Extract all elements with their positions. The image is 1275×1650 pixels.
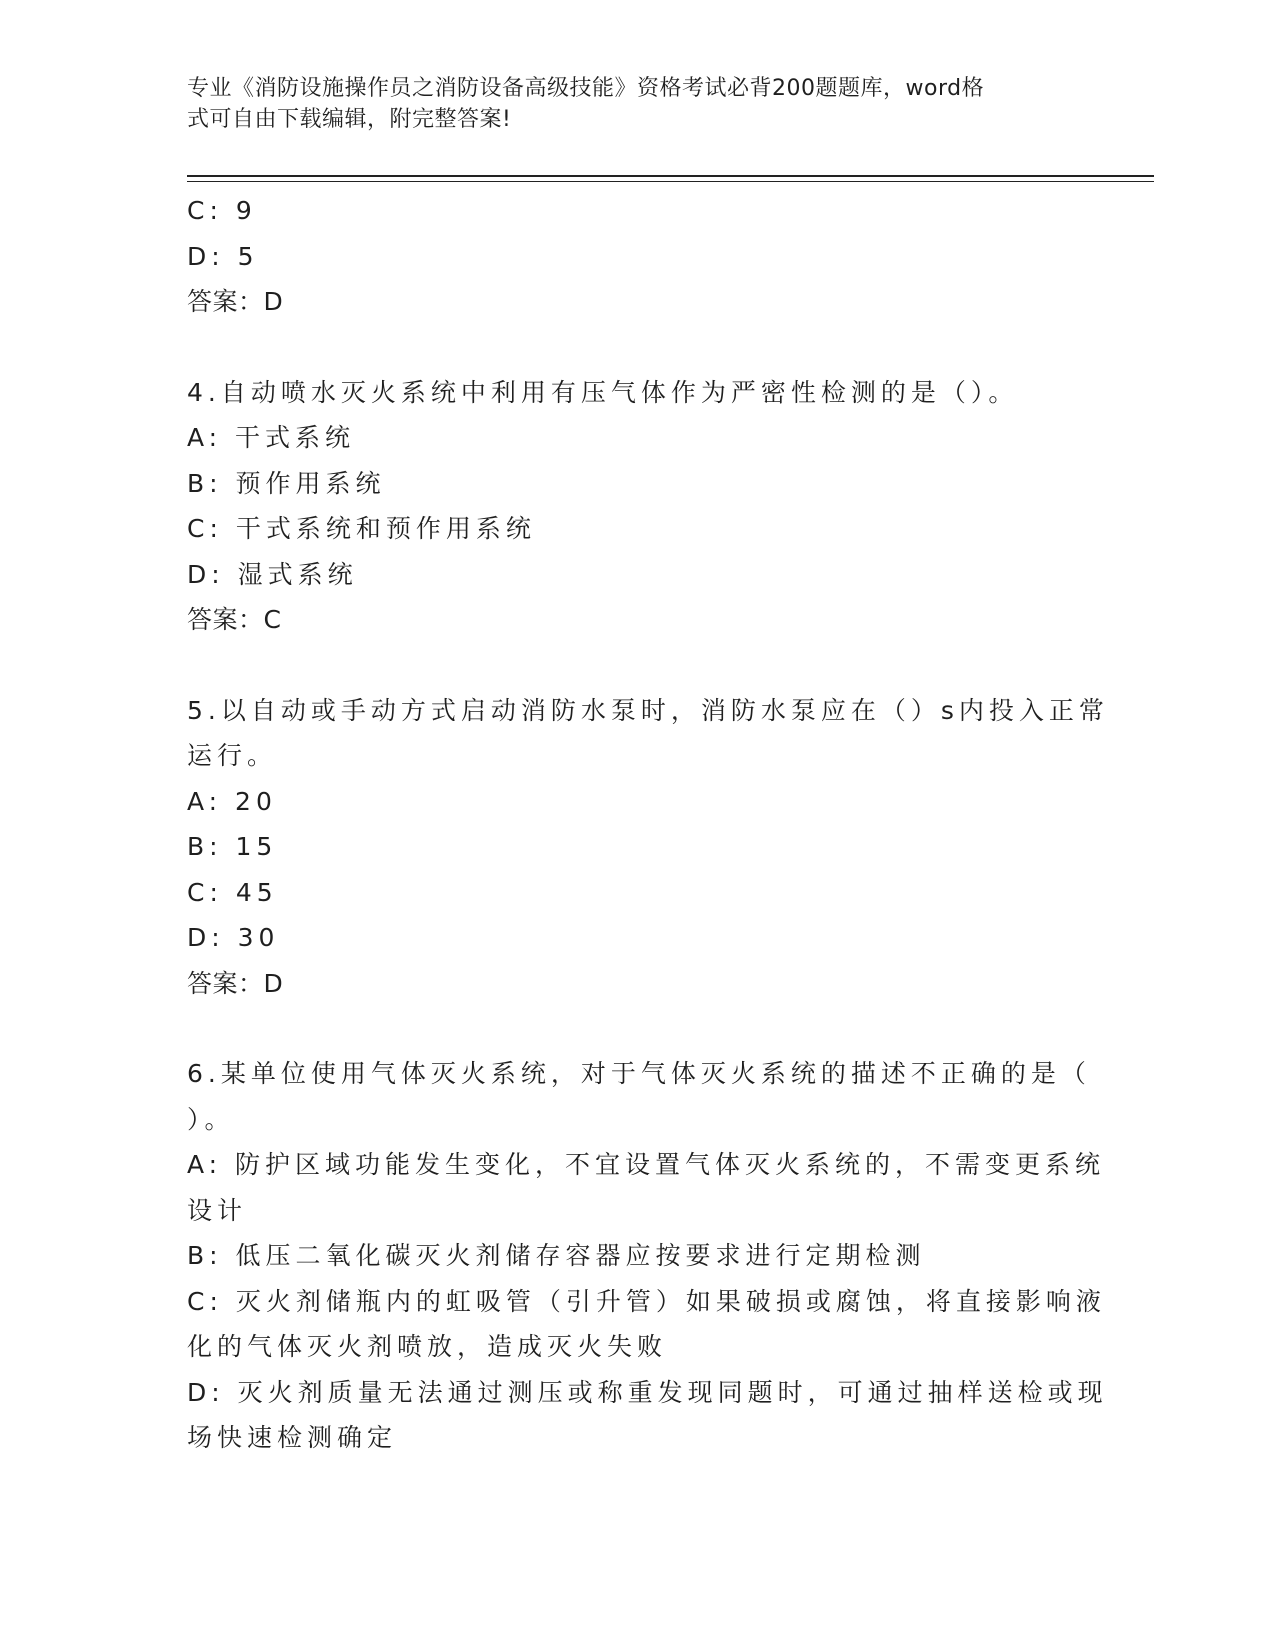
question-3 bbox=[187, 188, 1077, 325]
question-4-option-a: A: 干式系统 bbox=[187, 423, 356, 452]
question-spacer bbox=[187, 325, 1077, 370]
question-5-answer: 答案：D bbox=[187, 968, 284, 998]
question-6-option-a-line-1: A: 防护区域功能发生变化，不宜设置气体灭火系统的，不需变更系统 bbox=[187, 1150, 1106, 1179]
question-5-option-b: B: 15 bbox=[187, 832, 278, 861]
header-divider-thin bbox=[187, 181, 1154, 182]
question-5-stem-line-2: 运行。 bbox=[187, 741, 278, 770]
question-6-option-c-line-1: C: 灭火剂储瓶内的虹吸管（引升管）如果破损或腐蚀，将直接影响液 bbox=[187, 1286, 1106, 1316]
question-3-answer: 答案：D bbox=[187, 287, 284, 316]
question-3-option-c: C: 9 bbox=[187, 196, 257, 225]
header-title-line-1: 专业《消防设施操作员之消防设备高级技能》资格考试必背200题题库，word格 bbox=[187, 76, 985, 101]
header-title-line-2: 式可自由下载编辑，附完整答案! bbox=[187, 107, 512, 132]
question-spacer bbox=[187, 643, 1077, 688]
question-4-stem: 4.自动喷水灭火系统中利用有压气体作为严密性检测的是（）。 bbox=[187, 377, 1019, 407]
question-5-option-c: C: 45 bbox=[187, 877, 278, 907]
question-5 bbox=[187, 688, 1109, 1007]
question-spacer bbox=[187, 1006, 1077, 1051]
question-5-option-d: D: 30 bbox=[187, 923, 280, 952]
document-header bbox=[187, 73, 1067, 135]
question-6-stem-line-1: 6.某单位使用气体灭火系统，对于气体灭火系统的描述不正确的是（ bbox=[187, 1059, 1091, 1088]
question-4-option-b: B: 预作用系统 bbox=[187, 468, 386, 498]
question-6-stem-line-2: ）。 bbox=[187, 1104, 235, 1134]
question-6-option-c-line-2: 化的气体灭火剂喷放，造成灭火失败 bbox=[187, 1332, 668, 1361]
question-3-option-d: D: 5 bbox=[187, 241, 259, 271]
header-divider-thick bbox=[187, 175, 1154, 177]
question-6 bbox=[187, 1051, 1108, 1461]
question-4 bbox=[187, 370, 1077, 643]
question-list bbox=[187, 188, 1109, 1461]
question-5-stem-line-1: 5.以自动或手动方式启动消防水泵时，消防水泵应在（）s内投入正常 bbox=[187, 695, 1109, 725]
question-4-option-d: D: 湿式系统 bbox=[187, 559, 358, 589]
question-6-option-d-line-1: D: 灭火剂质量无法通过测压或称重发现同题时，可通过抽样送检或现 bbox=[187, 1377, 1108, 1407]
question-4-option-c: C: 干式系统和预作用系统 bbox=[187, 514, 536, 543]
question-6-option-a-line-2: 设计 bbox=[187, 1195, 248, 1225]
question-6-option-b: B: 低压二氧化碳灭火剂储存容器应按要求进行定期检测 bbox=[187, 1241, 926, 1270]
question-5-option-a: A: 20 bbox=[187, 786, 277, 816]
question-6-option-d-line-2: 场快速检测确定 bbox=[187, 1423, 398, 1452]
question-4-answer: 答案：C bbox=[187, 605, 282, 634]
